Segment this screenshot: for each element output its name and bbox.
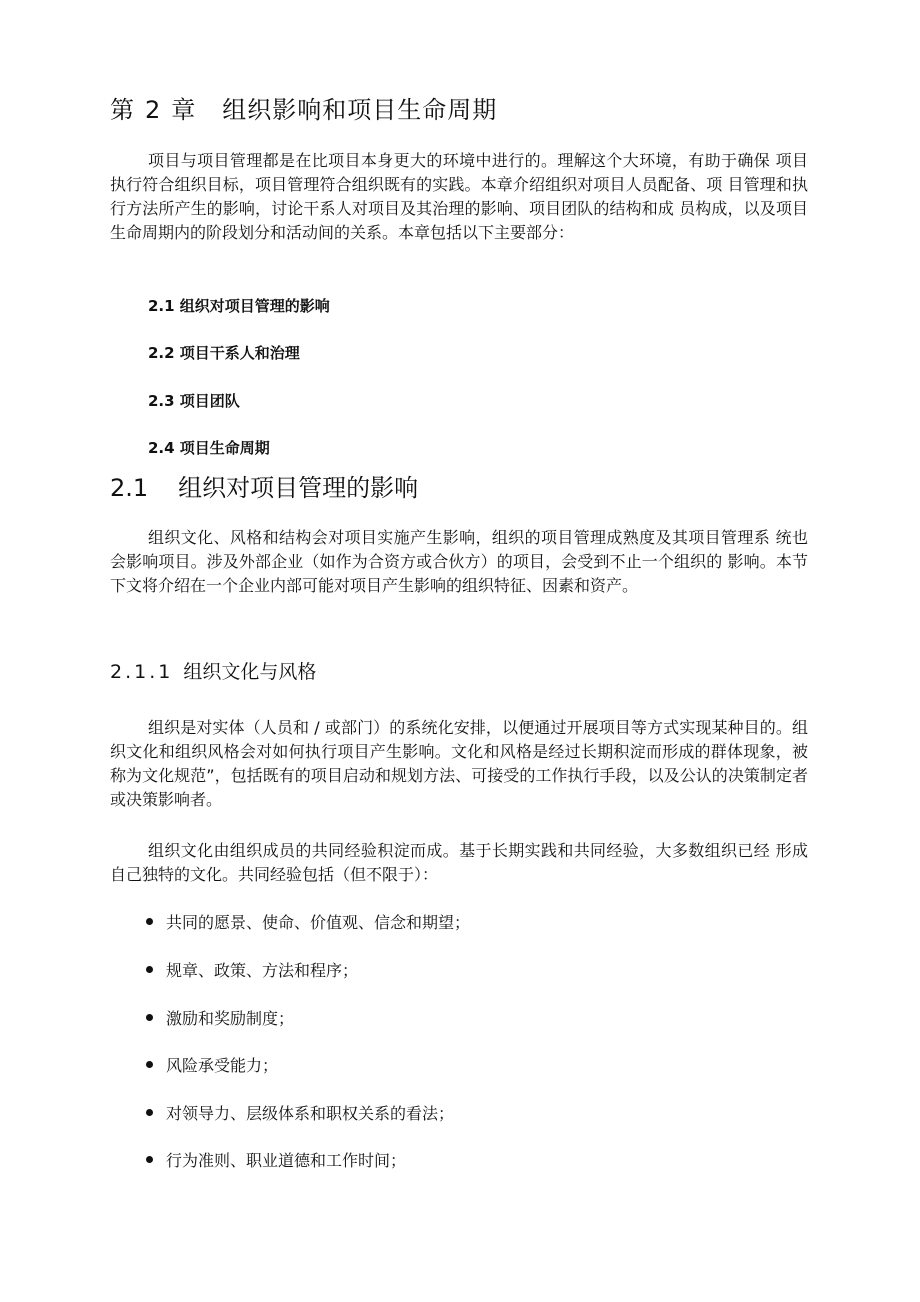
- chapter-number: 2: [145, 96, 162, 124]
- bullet-icon: [146, 1014, 153, 1021]
- list-item: 风险承受能力；: [146, 1053, 278, 1076]
- list-item: 对领导力、层级体系和职权关系的看法；: [146, 1101, 454, 1124]
- section-title-text: 组织对项目管理的影响: [178, 474, 419, 502]
- bullet-icon: [146, 918, 153, 925]
- list-item: 激励和奖励制度；: [146, 1006, 294, 1029]
- toc-item-2-3: 2.3 项目团队: [148, 392, 240, 410]
- chapter-suffix: 章: [171, 96, 197, 124]
- subsection-title-2-1-1: [110, 657, 316, 684]
- list-item: 行为准则、职业道德和工作时间；: [146, 1148, 406, 1171]
- section-title-2-1: [110, 468, 418, 503]
- chapter-title: [110, 90, 497, 125]
- subsection-title-text: 组织文化与风格: [183, 661, 317, 683]
- subsection-paragraph-1: 组织是对实体（人员和 / 或部门）的系统化安排，以便通过开展项目等方式实现某种目的。组织文化和组织风格会对如何执行项目产生影响。文化和风格是经过长期积淀而形成的群体现象，被称为文化规范”，包括既有的项目启动和规划方法、可接受的工作执行手段，以及公认的决策制定者或决策影响者。: [110, 718, 808, 809]
- chapter-title-text: 组织影响和项目生命周期: [222, 96, 498, 124]
- section-number: 2.1: [110, 474, 149, 502]
- toc-item-2-1: 2.1 组织对项目管理的影响: [148, 297, 330, 315]
- subsection-number: 2.1.1: [110, 661, 174, 683]
- bullet-icon: [146, 1109, 153, 1116]
- bullet-icon: [146, 1156, 153, 1163]
- toc-item-2-4: 2.4 项目生命周期: [148, 439, 270, 457]
- list-item: 共同的愿景、使命、价值观、信念和期望；: [146, 910, 470, 933]
- subsection-paragraph-2: 组织文化由组织成员的共同经验积淀而成。基于长期实践和共同经验，大多数组织已经 形成自己独特的文化。共同经验包括（但不限于）：: [110, 841, 808, 884]
- toc-item-2-2: 2.2 项目干系人和治理: [148, 344, 300, 362]
- intro-paragraph: 项目与项目管理都是在比项目本身更大的环境中进行的。理解这个大环境，有助于确保 项目执行符合组织目标，项目管理符合组织既有的实践。本章介绍组织对项目人员配备、项 目管理和执行方法所产生的影响，讨论干系人对项目及其治理的影响、项目团队的结构和成 员构成，以及项目生命周期内的阶段划分和活动间的关系。本章包括以下主要部分：: [110, 151, 808, 242]
- bullet-icon: [146, 966, 153, 973]
- bullet-icon: [146, 1061, 153, 1068]
- list-item: 规章、政策、方法和程序；: [146, 958, 358, 981]
- chapter-label: 第: [110, 96, 135, 124]
- section-2-1-paragraph: 组织文化、风格和结构会对项目实施产生影响，组织的项目管理成熟度及其项目管理系 统也会影响项目。涉及外部企业（如作为合资方或合伙方）的项目，会受到不止一个组织的 影响。本节下文将介绍在一个企业内部可能对项目产生影响的组织特征、因素和资产。: [110, 528, 808, 595]
